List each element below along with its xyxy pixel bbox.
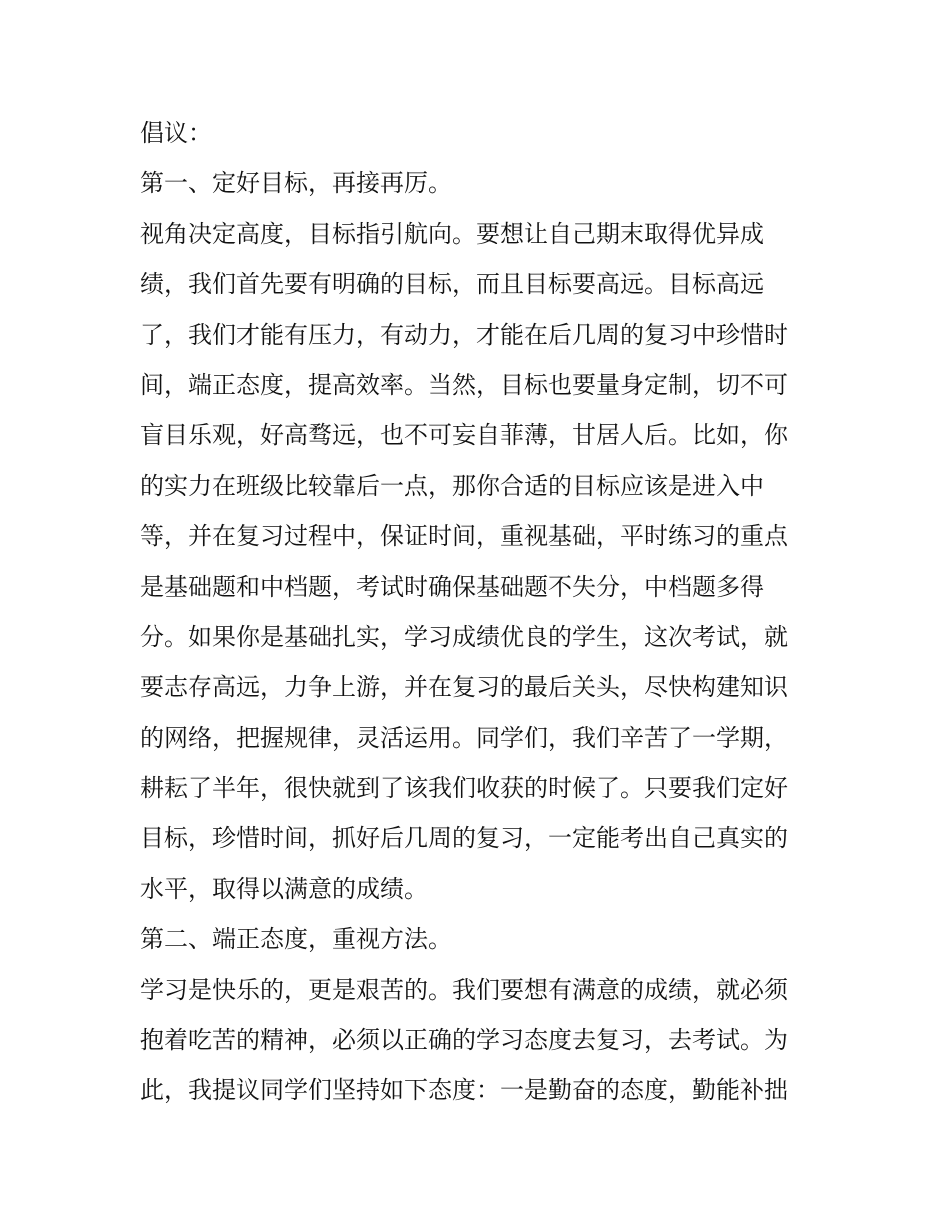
paragraph-line: 绩，我们首先要有明确的目标，而且目标要高远。目标高远: [140, 270, 764, 299]
section-heading-2: 第二、端正态度，重视方法。: [140, 925, 452, 954]
paragraph-line: 目标，珍惜时间，抓好后几周的复习，一定能考出自己真实的: [140, 824, 788, 853]
paragraph-line: 的网络，把握规律，灵活运用。同学们，我们辛苦了一学期，: [140, 723, 788, 752]
section-heading-1: 第一、定好目标，再接再厉。: [140, 169, 452, 198]
paragraph-line: 了，我们才能有压力，有动力，才能在后几周的复习中珍惜时: [140, 320, 788, 349]
paragraph-line: 间，端正态度，提高效率。当然，目标也要量身定制，切不可: [140, 370, 788, 399]
paragraph-line: 水平，取得以满意的成绩。: [140, 874, 428, 903]
paragraph-line: 学习是快乐的，更是艰苦的。我们要想有满意的成绩，就必须: [140, 975, 788, 1004]
paragraph-line: 分。如果你是基础扎实，学习成绩优良的学生，这次考试，就: [140, 622, 788, 651]
paragraph-line: 等，并在复习过程中，保证时间，重视基础，平时练习的重点: [140, 522, 788, 551]
paragraph-line: 的实力在班级比较靠后一点，那你合适的目标应该是进入中: [140, 471, 764, 500]
paragraph-line: 抱着吃苦的精神，必须以正确的学习态度去复习，去考试。为: [140, 1026, 788, 1055]
paragraph-line: 要志存高远，力争上游，并在复习的最后关头，尽快构建知识: [140, 673, 788, 702]
paragraph-line: 是基础题和中档题，考试时确保基础题不失分，中档题多得: [140, 572, 764, 601]
heading-proposal: 倡议：: [140, 119, 212, 147]
document-body: [140, 108, 820, 1116]
paragraph-line: 视角决定高度，目标指引航向。要想让自己期末取得优异成: [140, 219, 764, 248]
paragraph-line: 盲目乐观，好高骛远，也不可妄自菲薄，甘居人后。比如，你: [140, 421, 788, 450]
paragraph-line: 此，我提议同学们坚持如下态度：一是勤奋的态度，勤能补拙: [140, 1076, 788, 1105]
paragraph-line: 耕耘了半年，很快就到了该我们收获的时候了。只要我们定好: [140, 774, 788, 803]
